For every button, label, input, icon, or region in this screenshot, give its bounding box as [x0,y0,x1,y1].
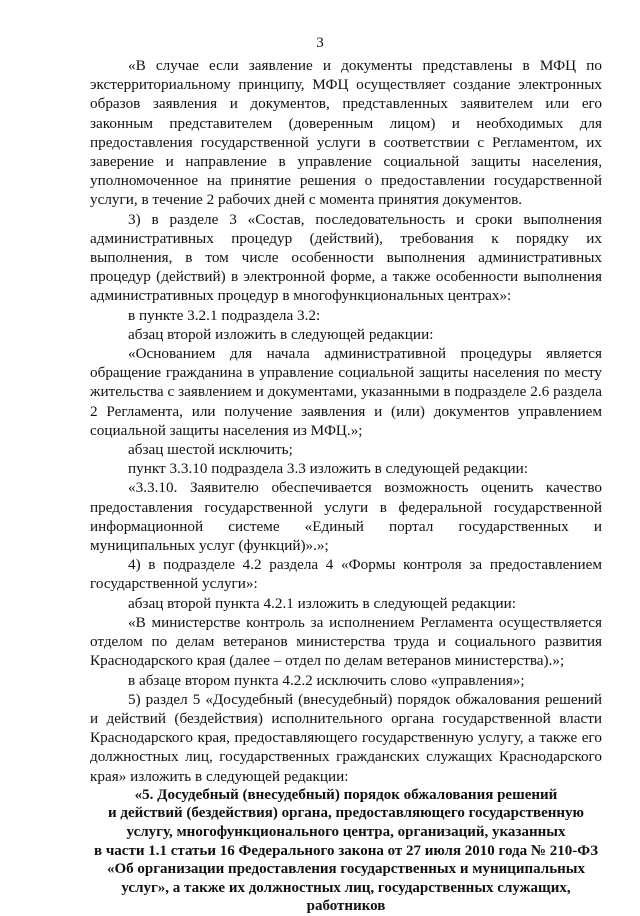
page-number: 3 [316,35,324,51]
paragraph-item-3-2-1: в пункте 3.2.1 подраздела 3.2: [128,306,321,324]
heading-line: и действий (бездействия) органа, предоставляющего государственную [107,805,585,822]
heading-line: в части 1.1 статьи 16 Федерального закона от 27 июля 2010 года № 210-ФЗ [94,842,598,859]
paragraph-mfc-extraterritorial: «В случае если заявление и документы представлены в МФЦ по экстерриториальному принципу, МФЦ осуществляет создание электронных образов заявления и документов, представленных заявителем или его законным представителем (доверенным лицом) и необходимых для предоставления государственной услуги в соответствии с Регламентом, их заверение и направление в управление социальной защиты населения, уполномоченное на принятие решения о предоставлении государственной услуги, в течение 2 рабочих дней с момента принятия документов. [90,57,602,209]
paragraph-section-3: 3) в разделе 3 «Состав, последовательность и сроки выполнения административных процедур (действий), требования к порядку их выполнения, в том числе особенности выполнения административных процедур (действий) в электронной форме, а также особенности выполнения административных процедур в многофункциональных центрах»: [90,210,602,305]
paragraph-basis-procedure: «Основанием для начала административной процедуры является обращение гражданина в управление социальной защиты населения по месту жительства с заявлением и документами, указанными в подразделе 2.6 раздела 2 Регламента, или получение заявления и (или) документов управлением социальной защиты населения из МФЦ.»; [90,345,602,439]
paragraph-section-5: 5) раздел 5 «Досудебный (внесудебный) порядок обжалования решений и действий (бездействия) исполнительного органа государственной власти Краснодарского края, предоставляющего государственную услугу, а также его должностных лиц, государственных гражданских служащих Краснодарского края» изложить в следующей редакции: [90,690,602,785]
document-body [90,56,602,916]
section-5-heading [90,786,602,916]
paragraph-quality-assessment: «3.3.10. Заявителю обеспечивается возможность оценить качество предоставления государственной услуги в федеральной государственной информационной системе «Единый портал государственных и муниципальных услуг (функций)».»; [90,479,602,555]
paragraph-item-4-2-2: в абзаце втором пункта 4.2.2 исключить слово «управления»; [128,671,525,689]
heading-line: услугу, многофункционального центра, организаций, указанных [126,823,566,840]
paragraph-sixth-abzac: абзац шестой исключить; [128,441,293,459]
heading-line: «5. Досудебный (внесудебный) порядок обжалования решений [134,786,558,803]
heading-line: «Об организации предоставления государственных и муниципальных [106,861,585,878]
paragraph-item-4-2-1: абзац второй пункта 4.2.1 изложить в следующей редакции: [128,594,516,612]
paragraph-second-abzac: абзац второй изложить в следующей редакции: [128,325,434,343]
heading-line: работников [306,898,386,915]
paragraph-section-4-2: 4) в подразделе 4.2 раздела 4 «Формы контроля за предоставлением государственной услуги»: [90,556,602,593]
paragraph-item-3-3-10: пункт 3.3.10 подраздела 3.3 изложить в следующей редакции: [128,460,529,478]
heading-line: услуг», а также их должностных лиц, государственных служащих, [121,879,571,896]
paragraph-ministry-control: «В министерстве контроль за исполнением Регламента осуществляется отделом по делам ветеранов министерства труда и социального развития Краснодарского края (далее – отдел по делам ветеранов министерства).»; [90,613,602,670]
